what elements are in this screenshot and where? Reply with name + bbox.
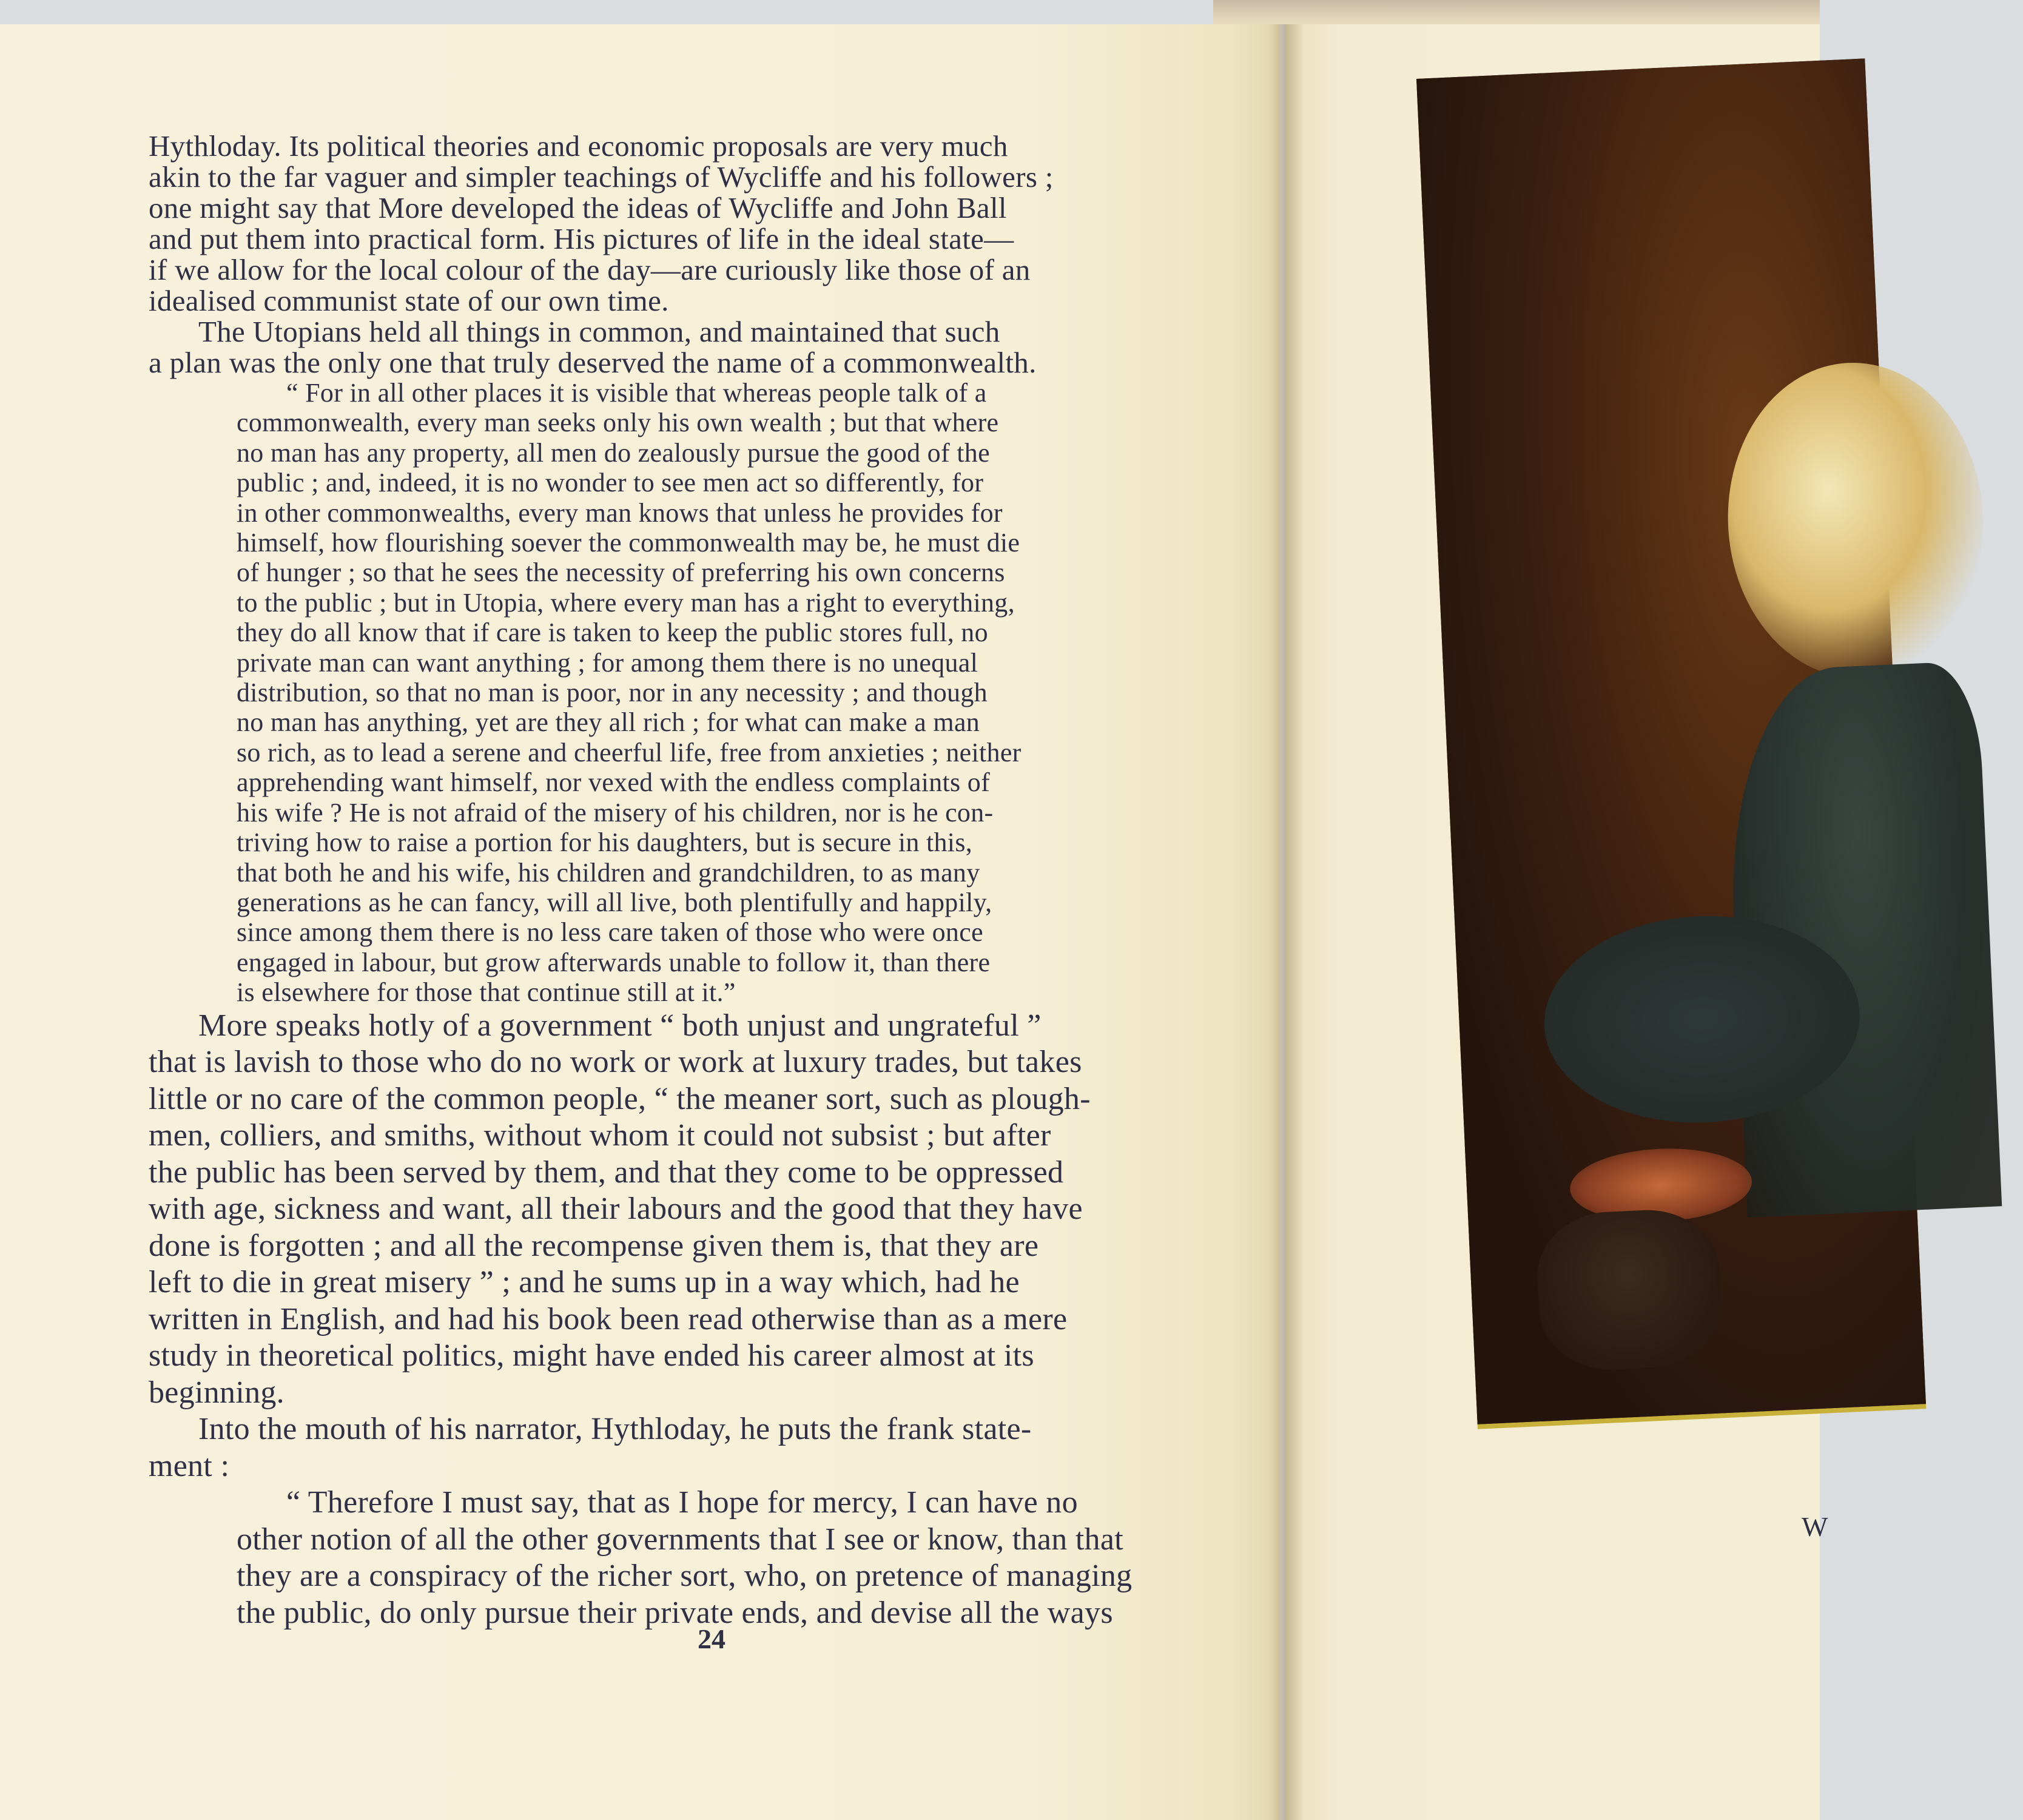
- text-line: is elsewhere for those that continue still at it.”: [237, 977, 736, 1008]
- text-line: triving how to raise a portion for his daughters, but is secure in this,: [237, 827, 973, 858]
- text-line: The Utopians held all things in common, and maintained that such: [198, 315, 1000, 348]
- text-line: to the public ; but in Utopia, where every man has a right to everything,: [237, 587, 1015, 618]
- text-line: done is forgotten ; and all the recompense given them is, that they are: [149, 1228, 1039, 1263]
- text-line: no man has anything, yet are they all rich ; for what can make a man: [237, 707, 980, 738]
- text-line: one might say that More developed the ideas of Wycliffe and John Ball: [149, 191, 1007, 224]
- text-line: with age, sickness and want, all their labours and the good that they have: [149, 1191, 1083, 1227]
- text-line: the public, do only pursue their private ends, and devise all the ways: [237, 1595, 1113, 1630]
- text-line: they are a conspiracy of the richer sort, who, on pretence of managing: [237, 1559, 1133, 1594]
- text-line: since among them there is no less care taken of those who were once: [237, 917, 983, 948]
- book-cover-edge: [1213, 0, 1820, 24]
- text-line: engaged in labour, but grow afterwards unable to follow it, than there: [237, 947, 991, 977]
- text-line: himself, how flourishing soever the commonwealth may be, he must die: [237, 528, 1020, 558]
- text-line: they do all know that if care is taken to keep the public stores full, no: [237, 618, 988, 648]
- text-line: beginning.: [149, 1375, 284, 1410]
- block-quote: [149, 378, 1204, 1008]
- text-line: men, colliers, and smiths, without whom it could not subsist ; but after: [149, 1118, 1051, 1153]
- text-line: a plan was the only one that truly deserved the name of a commonwealth.: [149, 346, 1037, 379]
- text-line: written in English, and had his book been read otherwise than as a mere: [149, 1301, 1068, 1336]
- text-line: public ; and, indeed, it is no wonder to see men act so differently, for: [237, 468, 984, 498]
- caption-fragment: W: [1802, 1511, 1828, 1542]
- text-line: if we allow for the local colour of the day—are curiously like those of an: [149, 253, 1031, 286]
- paragraph-group: [149, 1008, 1204, 1485]
- text-line: left to die in great misery ” ; and he sums up in a way which, had he: [149, 1265, 1020, 1300]
- text-line: study in theoretical politics, might have ended his career almost at its: [149, 1338, 1034, 1373]
- text-line: no man has any property, all men do zealously pursue the good of the: [237, 437, 990, 468]
- book-gutter: [1268, 0, 1304, 1820]
- text-line: the public has been served by them, and that they come to be oppressed: [149, 1154, 1064, 1190]
- text-line: commonwealth, every man seeks only his own wealth ; but that where: [237, 408, 999, 438]
- text-line: More speaks hotly of a government “ both unjust and ungrateful ”: [198, 1008, 1042, 1043]
- text-line: Hythloday. Its political theories and economic proposals are very much: [149, 129, 1008, 163]
- block-quote: [149, 1485, 1204, 1631]
- text-line: so rich, as to lead a serene and cheerful life, free from anxieties ; neither: [237, 737, 1022, 767]
- portrait-painting-icon: [1416, 58, 1926, 1424]
- text-line: that both he and his wife, his children and grandchildren, to as many: [237, 857, 980, 888]
- text-line: private man can want anything ; for among them there is no unequal: [237, 647, 978, 678]
- text-line: akin to the far vaguer and simpler teachings of Wycliffe and his followers ;: [149, 160, 1054, 194]
- text-line: “ Therefore I must say, that as I hope for mercy, I can have no: [286, 1485, 1078, 1520]
- text-line: “ For in all other places it is visible that whereas people talk of a: [286, 378, 987, 408]
- text-line: and put them into practical form. His pictures of life in the ideal state—: [149, 222, 1014, 255]
- text-line: apprehending want himself, nor vexed with the endless complaints of: [237, 767, 991, 798]
- text-line: of hunger ; so that he sees the necessity of preferring his own concerns: [237, 558, 1005, 588]
- text-line: Into the mouth of his narrator, Hythloday, he puts the frank state-: [198, 1412, 1032, 1447]
- text-line: that is lavish to those who do no work or work at luxury trades, but takes: [149, 1045, 1082, 1080]
- text-line: his wife ? He is not afraid of the misery of his children, nor is he con-: [237, 797, 994, 827]
- text-line: idealised communist state of our own time.: [149, 284, 669, 317]
- text-line: generations as he can fancy, will all live, both plentifully and happily,: [237, 887, 992, 917]
- text-line: distribution, so that no man is poor, nor in any necessity ; and though: [237, 678, 988, 708]
- paragraph-group: [149, 130, 1204, 378]
- body-text: [149, 130, 1204, 1631]
- text-line: other notion of all the other governments that I see or know, than that: [237, 1522, 1123, 1557]
- text-line: ment :: [149, 1448, 230, 1483]
- text-line: little or no care of the common people, “ the meaner sort, such as plough-: [149, 1081, 1091, 1116]
- page-number: 24: [698, 1623, 725, 1654]
- text-line: in other commonwealths, every man knows that unless he provides for: [237, 497, 1003, 528]
